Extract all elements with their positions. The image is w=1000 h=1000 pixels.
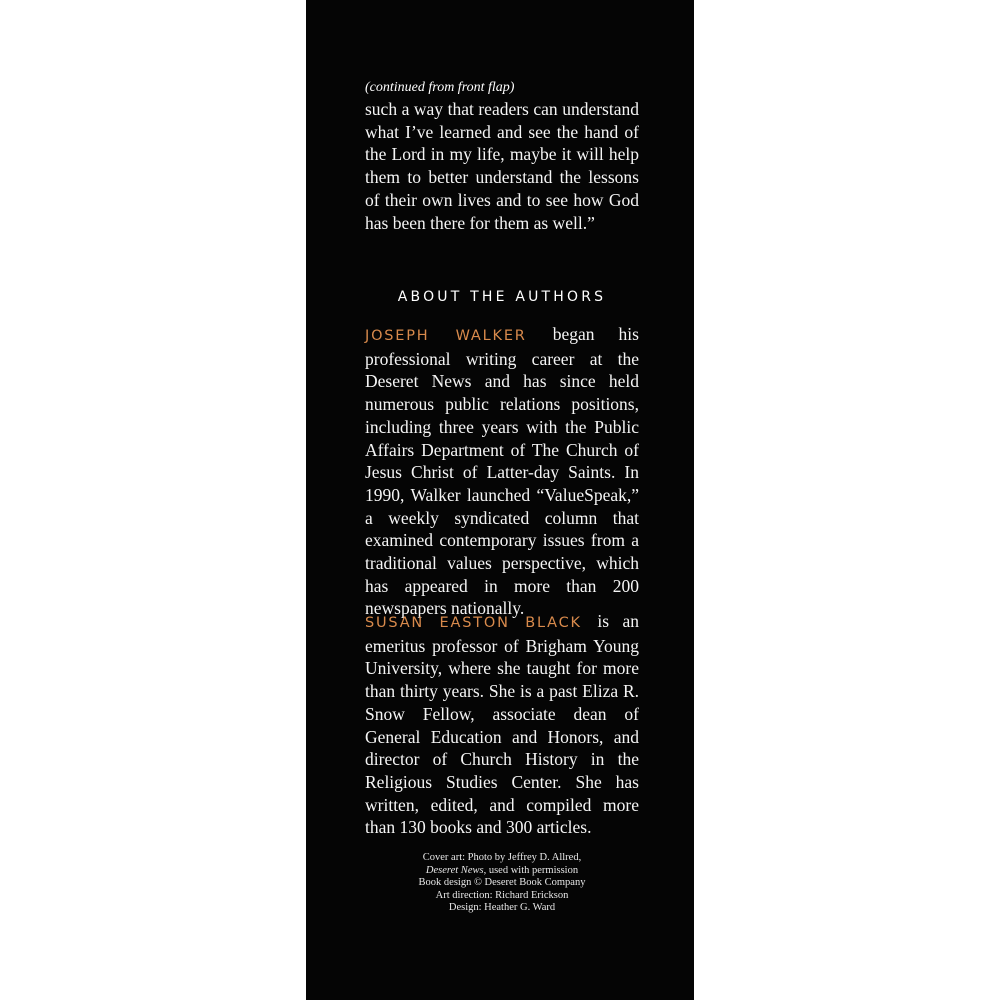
credit-line-3: Book design © Deseret Book Company [418, 877, 586, 888]
author-bio-2 [365, 610, 639, 839]
flap-content [365, 78, 639, 913]
author-name-2: SUSAN EASTON BLACK [365, 615, 598, 631]
continued-label: (continued from front flap) [365, 80, 515, 95]
author-bio-text-2: is an emeritus professor of Brigham Young University, where she taught for more than thirty years. She is a past Eliza R. Snow Fellow, associate dean of General Education and Honors, and director of Church History in the Religious Studies Center. She has written, edited, and compiled more than 130 books and 300 articles. [365, 611, 639, 838]
credit-line-4: Art direction: Richard Erickson [435, 889, 569, 901]
author-name-1: JOSEPH WALKER [365, 328, 553, 344]
author-bio-1 [365, 323, 639, 620]
credit-line-2-rest: , used with permission [483, 864, 579, 876]
credit-line-1: Cover art: Photo by Jeffrey D. Allred, [422, 852, 582, 863]
credits [365, 852, 639, 915]
author-bio-text-1: began his professional writing career at the Deseret News and has since held numerous public relations positions, including three years with the Public Affairs Department of The Church of Jesus Christ of Latter-day Saints. In 1990, Walker launched “ValueSpeak,” a weekly syndicated column that examined contemporary issues from a traditional values perspective, which has appeared in more than 200 newspapers nationally. [365, 324, 639, 619]
section-heading: ABOUT THE AUTHORS [397, 289, 607, 305]
credit-line-5: Design: Heather G. Ward [448, 902, 556, 913]
credit-line-2 [365, 865, 639, 878]
credit-line-2-italic: Deseret News [425, 864, 484, 876]
back-flap [306, 0, 694, 1000]
continued-text: such a way that readers can understand what I’ve learned and see the hand of the Lord in my life, maybe it will help them to better understand the lessons of their own lives and to see how God has been there for them as well.” [365, 99, 639, 233]
